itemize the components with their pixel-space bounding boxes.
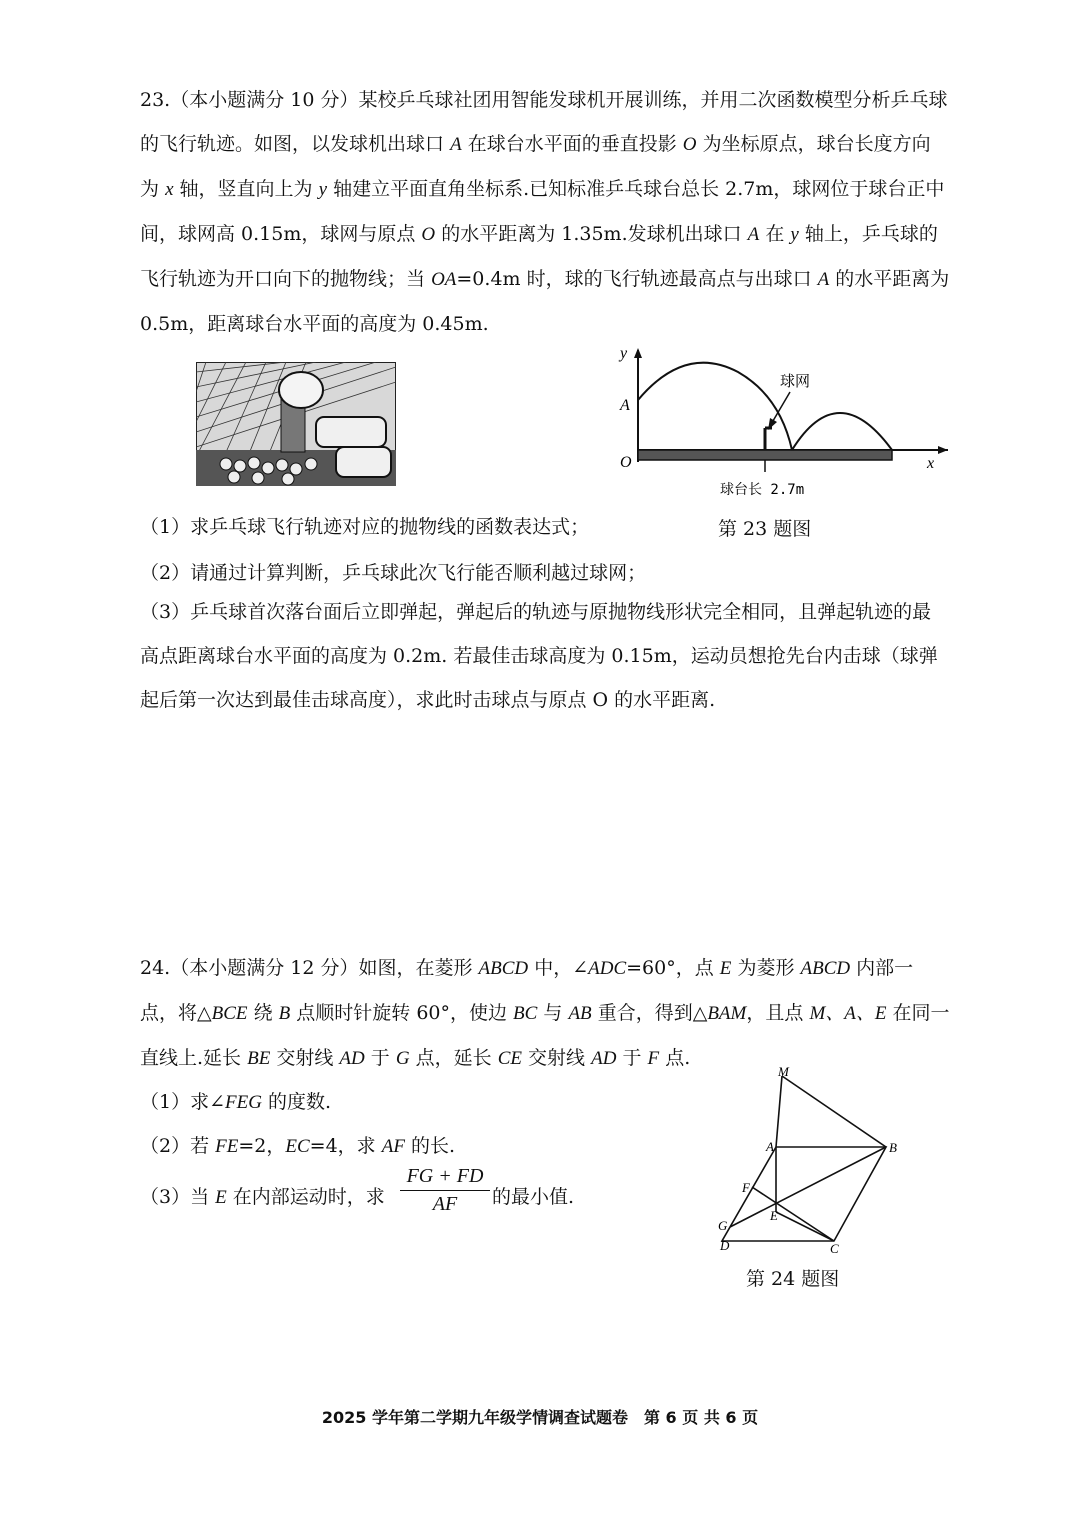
- label-c: C: [830, 1241, 839, 1254]
- label-g: G: [718, 1218, 728, 1233]
- y-label: y: [620, 345, 628, 362]
- q23-statement: 23.（本小题满分 10 分）某校乒乓球社团用智能发球机开展训练，并用二次函数模型分析乒乓球的飞行轨迹。如图，以发球机出球口 A 在球台水平面的垂直投影 O 为坐标原点，球台长度方向为 x 轴，竖直向上为 y 轴建立平面直角坐标系.已知标准乒乓球台总长 2.7m，球网位于球台正中间，球网高 0.15m，球网与原点 O 的水平距离为 1.35m.发球机出球口 A 在 y 轴上，乒乓球的飞行轨迹为开口向下的抛物线；当 OA=0.4m 时，球的飞行轨迹最高点与出球口 A 的水平距离为 0.5m，距离球台水平面的高度为 0.45m.: [140, 89, 950, 335]
- label-m: M: [778, 1064, 789, 1079]
- fraction-denominator: AF: [432, 1193, 458, 1215]
- q24-fraction: [400, 1165, 490, 1216]
- q24-sub2: （2）若 FE=2，EC=4，求 AF 的长.: [140, 1135, 456, 1157]
- y-arrow-icon: [634, 348, 642, 358]
- q23-caption: 第 23 题图: [718, 518, 812, 540]
- page-footer: 2025 学年第二学期九年级学情调查试题卷 第 6 页 共 6 页: [321, 1408, 759, 1427]
- label-d: D: [720, 1238, 730, 1253]
- label-a: A: [766, 1139, 774, 1154]
- q23-number: 23.: [140, 89, 171, 111]
- fraction-numerator: FG + FD: [400, 1165, 490, 1191]
- x-arrow-icon: [938, 446, 948, 454]
- q23-photo: [196, 362, 396, 486]
- table-length-label: 球台长 2.7m: [720, 482, 805, 498]
- q24-figure: [712, 1064, 912, 1254]
- origin-label: O: [620, 454, 632, 471]
- table-bar: [638, 450, 892, 460]
- net-label: 球网: [780, 372, 811, 390]
- label-f: F: [742, 1180, 750, 1195]
- x-label: x: [927, 455, 935, 472]
- q24-sub1: （1）求∠FEG 的度数.: [140, 1091, 332, 1113]
- trajectory-1: [638, 363, 792, 450]
- q24-number: 24.: [140, 957, 171, 979]
- q23-graph: [612, 344, 958, 500]
- q23-sub1: （1）求乒乓球飞行轨迹对应的抛物线的函数表达式；: [140, 516, 590, 538]
- q24-caption: 第 24 题图: [746, 1268, 840, 1290]
- q23-sub2: （2）请通过计算判断，乒乓球此次飞行能否顺利越过球网；: [140, 562, 647, 584]
- q24-sub3-tail: 的最小值.: [492, 1186, 575, 1208]
- point-a-label: A: [620, 397, 630, 414]
- net-pointer-icon: [768, 418, 777, 430]
- label-e: E: [770, 1208, 778, 1223]
- q23-sub3: （3）乒乓球首次落台面后立即弹起，弹起后的轨迹与原抛物线形状完全相同，且弹起轨迹的最高点距离球台水平面的高度为 0.2m. 若最佳击球高度为 0.15m，运动员想抢先台内击球（球弹起后第一次达到最佳击球高度），求此时击球点与原点 O 的水平距离.: [140, 601, 938, 711]
- q24-statement: 24.（本小题满分 12 分）如图，在菱形 ABCD 中，∠ADC=60°，点 E 为菱形 ABCD 内部一点，将△BCE 绕 B 点顺时针旋转 60°，使边 BC 与 AB 重合，得到△BAM，且点 M、A、E 在同一直线上.延长 BE 交射线 AD 于 G 点，延长 CE 交射线 AD 于 F 点.: [140, 957, 950, 1069]
- q24-sub3: （3）当 E 在内部运动时，求: [140, 1186, 385, 1208]
- label-b: B: [889, 1140, 897, 1155]
- trajectory-2: [792, 413, 892, 450]
